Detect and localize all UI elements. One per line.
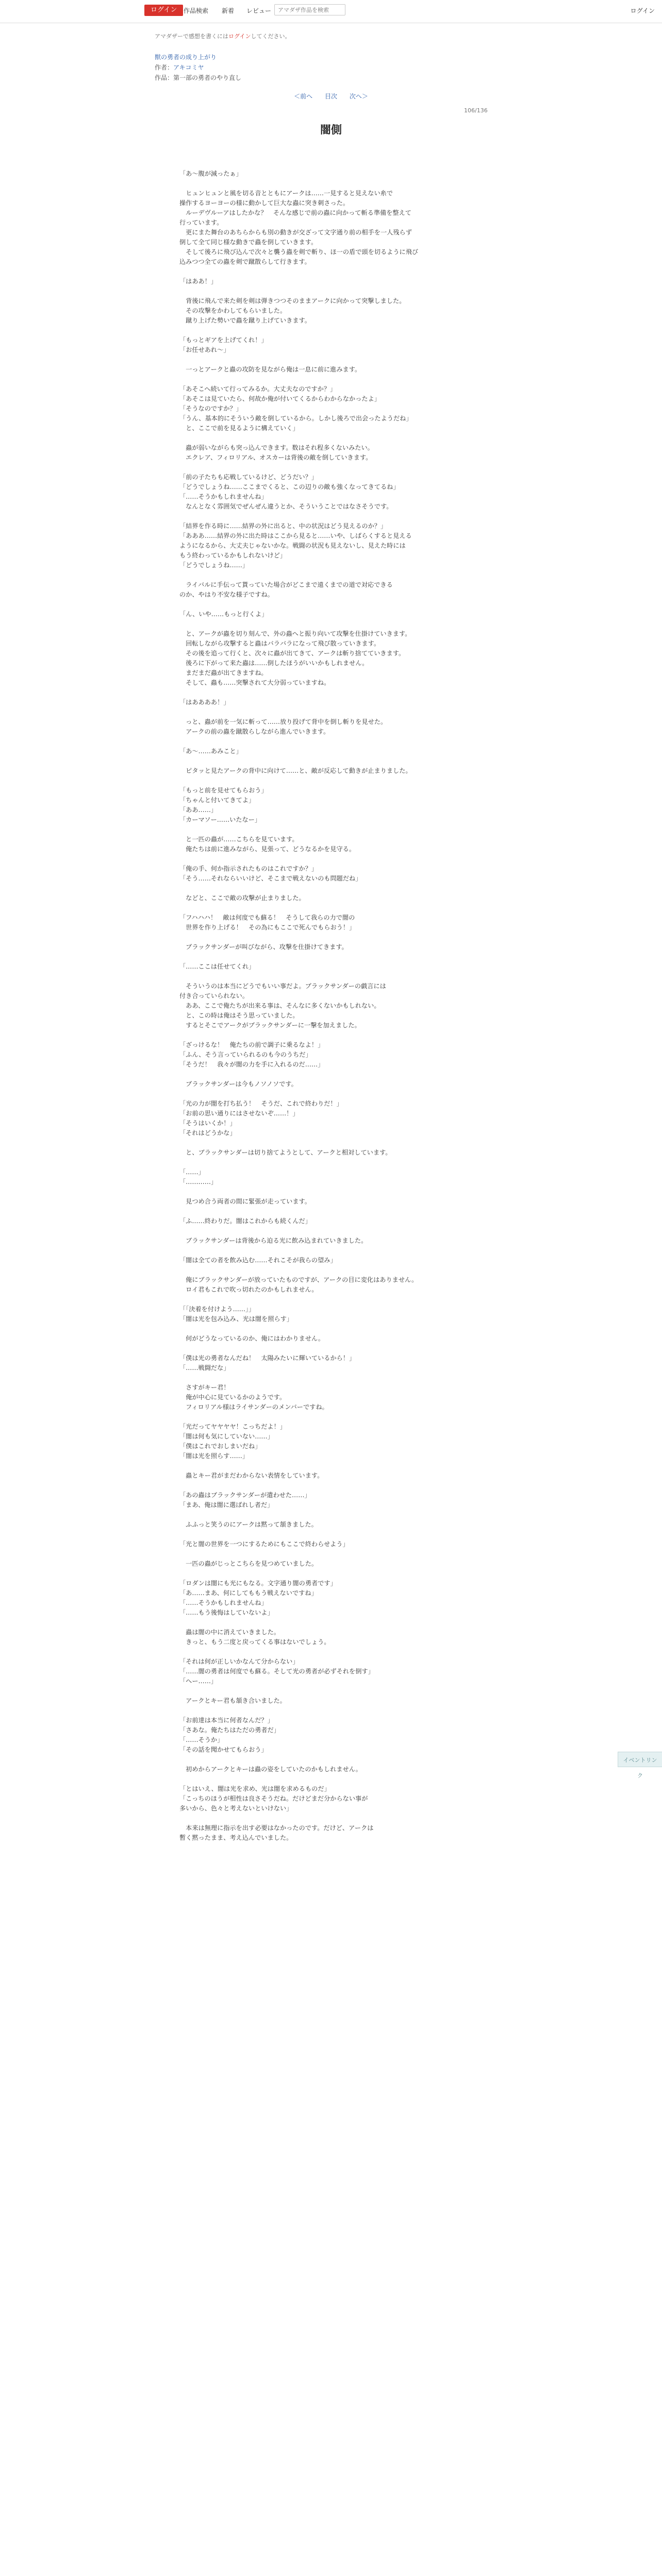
story-line: ようになるから、大丈夫じゃないかな。戦闘の状況も見えないし、見えた時には — [179, 542, 406, 549]
story-line: 「前の子たちも応戦しているけど、どうだい？」 — [179, 473, 318, 481]
story-line: 「「決着を付けよう……」」 — [179, 1306, 255, 1313]
story-line: まだまだ蟲が出てきますね。 — [179, 669, 268, 676]
story-line: 「俺の手、何か指示されたものはこれですか？」 — [179, 865, 318, 872]
story-line: 蟲は闇の中に消えていきました。 — [179, 1629, 280, 1636]
story-line: 「はああああ！」 — [179, 699, 230, 706]
story-line: するとそこでアークがブラックサンダーに一撃を加えました。 — [179, 1022, 361, 1029]
story-line — [179, 1461, 494, 1471]
story-line — [179, 375, 494, 384]
story-line: 付き合っていられない。 — [179, 992, 249, 999]
story-line — [179, 933, 494, 942]
story-line: 「はああ！」 — [179, 278, 218, 285]
story-line: 「どうでしょうね……」 — [179, 562, 249, 569]
story-line: 「ざっけるな！ 俺たちの前で調子に乗るなよ！」 — [179, 1041, 324, 1048]
story-line — [179, 825, 494, 835]
story-line: 「お前の思い通りにはさせないぞ……！」 — [179, 1110, 299, 1117]
story-line — [179, 1089, 494, 1099]
story-line: 「その話を聞かせてもらおう」 — [179, 1746, 268, 1753]
work-header — [155, 32, 495, 83]
story-line: 「あああ……結界の外に出た時はここから見ると……いや、しばらくすると見える — [179, 532, 412, 539]
story-line — [179, 1755, 494, 1765]
story-line — [179, 355, 494, 365]
toc-link[interactable]: 目次 — [324, 93, 337, 100]
story-line — [179, 619, 494, 629]
story-line — [179, 972, 494, 981]
story-line: と、ここで前を見るように構えていく」 — [179, 425, 299, 432]
story-line — [179, 326, 494, 335]
nav-review[interactable]: レビュー — [246, 7, 272, 14]
story-line: 「……闇の勇者は何度でも蘇る。そして光の勇者が必ずそれを倒す」 — [179, 1668, 374, 1675]
story-line — [179, 1814, 494, 1823]
story-line: 「…………」 — [179, 1178, 218, 1185]
story-line — [179, 1569, 494, 1579]
story-line: 「ふん、そう言っていられるのも今のうちだ」 — [179, 1051, 312, 1058]
story-line: 一っとアークと蟲の攻防を見ながら俺は一息に前に進みます。 — [179, 366, 361, 373]
story-line — [179, 1647, 494, 1657]
story-line: 「そうはいくか！」 — [179, 1120, 236, 1127]
story-line: 「闇は全ての者を飲み込む……それこそが我らの望み」 — [179, 1257, 337, 1264]
story-line: 暫く黙ったまま、考え込んでいました。 — [179, 1834, 293, 1841]
story-line — [179, 463, 494, 472]
story-line: 「それは何が正しいかなんて分からない」 — [179, 1658, 299, 1665]
story-line — [179, 952, 494, 962]
story-line: 「カーマソー……いたなー」 — [179, 816, 261, 823]
story-line — [179, 1686, 494, 1696]
story-line — [179, 600, 494, 609]
story-line: 背後に飛んで来た剣を剣は弾きつつそのままアークに向かって突撃しました。 — [179, 297, 406, 304]
story-line: 「あそこは見ていたら、何故か俺が付いてくるからわからなかったよ」 — [179, 395, 380, 402]
episode-pager — [0, 92, 662, 100]
series-title-link[interactable]: 獣の勇者の成り上がり — [155, 54, 217, 61]
story-line: 更にまた舞台のあちらからも別の動きが交ざって文字通り前の相手を一人残らず — [179, 229, 412, 236]
story-line: ライバルに手伝って貰っていた場合がどこまで遠くまでの道で対応できる — [179, 581, 393, 588]
story-line: ああ、ここで俺たちが出来る事は、そんなに多くないかもしれない。 — [179, 1002, 380, 1009]
story-line — [179, 903, 494, 913]
story-line: と一匹の蟲が……こちらを見ています。 — [179, 836, 299, 843]
story-line: 「うん、基本的にそういう敵を倒しているから。しかし後ろで出会ったようだね」 — [179, 415, 412, 422]
story-line: 「……そうかもしれませんね」 — [179, 493, 268, 500]
story-line: 「ああ……」 — [179, 806, 218, 814]
story-line — [179, 433, 494, 443]
story-line: 「お前達は本当に何者なんだ？」 — [179, 1717, 274, 1724]
story-line: もう終わっているかもしれないけど」 — [179, 552, 287, 559]
story-line: 込みつつ全ての蟲を剣で蹴散らして行きます。 — [179, 258, 311, 265]
story-line: アークとキー君も頷き合いました。 — [179, 1697, 286, 1704]
story-line: 「ちゃんと付いてきてよ」 — [179, 796, 255, 804]
story-line: 「そうだ！ 我々が闇の力を手に入れるのだ……」 — [179, 1061, 324, 1068]
nav-new[interactable]: 新着 — [222, 7, 235, 14]
story-line: ロイ君もこれで吹っ切れたのかもしれません。 — [179, 1286, 318, 1293]
search-input[interactable] — [274, 4, 345, 15]
story-line: ヒュンヒュンと風を切る音とともにアークは……一見すると見えない糸で — [179, 190, 393, 197]
story-line: 「あの蟲はブラックサンダーが遣わせた……」 — [179, 1492, 311, 1499]
story-line: 蹴り上げた勢いで蟲を蹴り上げていきます。 — [179, 317, 311, 324]
story-line: 「闇は光を照らす……」 — [179, 1452, 249, 1460]
story-line: ふふっと笑うのにアークは黙って頷きました。 — [179, 1521, 318, 1528]
story-line — [179, 776, 494, 786]
story-line: ルーデヴルーアはしたかな？ そんな感じで前の蟲に向かって斬る準備を整えて — [179, 209, 411, 216]
story-line: と、ブラックサンダーは切り捨てようとして、アークと相対しています。 — [179, 1149, 392, 1156]
story-line — [179, 1030, 494, 1040]
story-line: 蟲とキー君がまだわからない表情をしています。 — [179, 1472, 324, 1479]
story-line — [179, 707, 494, 717]
story-line: そういうのは本当にどうでもいい事だよ。ブラックサンダーの戯言には — [179, 982, 386, 990]
story-line: 行っています。 — [179, 219, 223, 226]
prev-episode-link[interactable]: ＜前へ — [294, 93, 313, 100]
story-line — [179, 1481, 494, 1490]
story-line: 「どうでしょうね……ここまでくると、この辺りの敵も強くなってきてるね」 — [179, 483, 400, 490]
story-line — [179, 1706, 494, 1716]
story-line: 「へー……」 — [179, 1677, 218, 1685]
story-line — [179, 1530, 494, 1539]
story-line — [179, 1324, 494, 1334]
story-line: フィロリアル様はライサンダーのメンバーですね。 — [179, 1403, 328, 1411]
note-login-link[interactable]: ログイン — [228, 33, 251, 40]
story-line: ブラックサンダーが叫びながら、攻撃を仕掛けてきます。 — [179, 943, 348, 951]
story-line: 「ふ……終わりだ。闇はこれからも続くんだ」 — [179, 1217, 311, 1225]
story-line: ピタッと見たアークの背中に向けて……と、敵が反応して動きが止まりました。 — [179, 767, 412, 774]
story-line: 「とはいえ、闇は光を求め、光は闇を求めるものだ」 — [179, 1785, 330, 1792]
story-line — [179, 286, 494, 296]
story-line: 「光の力が闇を打ち払う！ そうだ、これで終わりだ！」 — [179, 1100, 343, 1107]
login-button[interactable]: ログイン — [144, 5, 183, 16]
login-note: アマダザーで感想を書くにはログインしてください。 — [155, 33, 291, 40]
nav-search-works[interactable]: 作品検索 — [184, 7, 209, 14]
story-line — [179, 1158, 494, 1167]
story-line: 「……」 — [179, 1168, 205, 1176]
story-line: 「あそこへ続いて行ってみるか。大丈夫なのですか？」 — [179, 385, 337, 393]
story-line: などと、ここで敵の攻撃が止まりました。 — [179, 894, 305, 902]
story-line: 「ん、いや……もっと行くよ」 — [179, 611, 268, 618]
story-line: きっと、もう二度と戻ってくる事はないでしょう。 — [179, 1638, 330, 1646]
story-line: 俺が中心に見ているかのようです。 — [179, 1394, 286, 1401]
side-event-button[interactable]: イベントリンク — [618, 1752, 662, 1767]
story-line: っと、蟲が前を一気に斬って……放り投げて背中を倒し斬りを見せた。 — [179, 718, 387, 725]
story-line — [179, 570, 494, 580]
story-line: 「光だってヤヤヤヤ！こっちだよ！」 — [179, 1423, 286, 1430]
user-login-link[interactable]: ログイン — [630, 7, 655, 14]
story-line — [179, 1246, 494, 1256]
story-line: 「フハハハ！ 敵は何度でも蘇る！ そうして我らの力で闇の — [179, 914, 355, 921]
story-line: 「それはどうかな」 — [179, 1129, 236, 1137]
story-line: 「あ〜腹が減ったぁ」 — [179, 170, 242, 177]
story-line: 「……ここは任せてくれ」 — [179, 963, 255, 970]
story-line: 「あ……まあ、何にしてももう戦えないですね」 — [179, 1589, 318, 1597]
story-line: 多いから、色々と考えないといけない」 — [179, 1805, 293, 1812]
story-line: 「もっとギアを上げてくれ！」 — [179, 336, 268, 344]
story-line: 「結界を作る時に……結界の外に出ると、中の状況はどう見えるのか？」 — [179, 522, 387, 530]
story-line: 「……そうか」 — [179, 1736, 224, 1743]
story-line — [179, 1373, 494, 1383]
episode-number: 106/136 — [464, 107, 488, 114]
story-line: と、この時は俺はそう思っていました。 — [179, 1012, 299, 1019]
story-line — [179, 884, 494, 893]
story-line — [179, 1412, 494, 1422]
story-line — [179, 1226, 494, 1236]
story-line: 「……戦闘だな」 — [179, 1364, 230, 1371]
story-line — [179, 756, 494, 766]
story-line: 俺にブラックサンダーが放っていたものですが、アークの目に変化はありません。 — [179, 1276, 418, 1283]
story-line: 「光と闇の世界を一つにするためにもここで終わらせよう」 — [179, 1540, 349, 1548]
story-line: 「……そうかもしれませんね」 — [179, 1599, 268, 1606]
next-episode-link[interactable]: 次へ＞ — [349, 93, 368, 100]
story-line — [179, 1070, 494, 1079]
story-line: 「まあ、俺は闇に選ばれし者だ」 — [179, 1501, 274, 1509]
story-line: 「さあな。俺たちはただの勇者だ」 — [179, 1726, 280, 1734]
story-line — [179, 1618, 494, 1628]
story-line: ブラックサンダーは今もノソノソです。 — [179, 1080, 297, 1088]
story-line: 「僕は光の勇者なんだね！ 太陽みたいに輝いているから！」 — [179, 1354, 356, 1362]
story-line — [179, 1344, 494, 1353]
story-line: 「そう……それならいいけど、そこまで戦えないのも問題だね」 — [179, 875, 362, 882]
story-line: 「……もう後悔はしていないよ」 — [179, 1609, 274, 1616]
story-line: 「ロダンは闇にも光にもなる。文字通り闇の勇者です」 — [179, 1580, 337, 1587]
story-line — [179, 1774, 494, 1784]
story-line: 「こっちのほうが相性は良さそうだね。だけどまだ分からない事が — [179, 1795, 368, 1802]
story-line: 本来は無理に指示を出す必要はなかったのです。だけど、アークは — [179, 1824, 374, 1832]
story-line: その後を追って行くと、次々に蟲が出てきて、アークは斬り捨てていきます。 — [179, 650, 405, 657]
story-line — [179, 1295, 494, 1304]
story-line: 回転しながら攻撃すると蟲はバラバラになって飛び散っていきます。 — [179, 640, 380, 647]
story-body — [179, 169, 494, 1843]
story-line: 何がどうなっているのか、俺にはわかりません。 — [179, 1335, 325, 1342]
story-line: 見つめ合う両者の間に緊張が走っています。 — [179, 1198, 311, 1205]
story-line: さすがキー君！ — [179, 1384, 230, 1391]
story-line: 操作するヨーヨーの様に動かして巨大な蟲に突き刺さった。 — [179, 199, 350, 207]
story-line — [179, 1265, 494, 1275]
story-line: のか、やはり不安な様子ですね。 — [179, 591, 274, 598]
story-line: 倒して全て同じ様な動きで蟲を倒していきます。 — [179, 239, 318, 246]
story-line: そして後ろに飛び込んで次々と襲う蟲を剣で斬り、ほ一の盾で頭を切るように飛び — [179, 248, 419, 256]
story-line — [179, 512, 494, 521]
story-line: 「闇は何も気にしていない……」 — [179, 1433, 274, 1440]
story-line — [179, 1207, 494, 1216]
story-line — [179, 1510, 494, 1520]
story-line — [179, 688, 494, 698]
story-line: と、アークが蟲を切り刻んで、外の蟲へと振り向いて攻撃を仕掛けていきます。 — [179, 630, 411, 637]
story-line: そして、蟲も……突撃されて大分弱っていますね。 — [179, 679, 330, 686]
story-line: その攻撃をかわしてもらいました。 — [179, 307, 287, 314]
story-line — [179, 1549, 494, 1559]
story-line: 一匹の蟲がじっとこちらを見つめていました。 — [179, 1560, 318, 1567]
story-line: なんとなく雰囲気でぜんぜん違うとか、そういうことではなさそうです。 — [179, 503, 393, 510]
author-link[interactable]: アキコミヤ — [173, 64, 204, 71]
story-line: 世界を作り上げる！ その為にもここで死んでもらおう！」 — [179, 924, 356, 931]
top-bar — [0, 0, 662, 23]
story-line: アークの前の蟲を蹴散らしながら進んでいきます。 — [179, 728, 330, 735]
chapter-title: 闇側 — [320, 124, 342, 136]
story-line: 「僕はこれでおしまいだね」 — [179, 1443, 261, 1450]
story-line: ブラックサンダーは背後から迫る光に飲み込まれていきました。 — [179, 1237, 368, 1244]
story-line: 俺たちは前に進みながら、見張って、どうなるかを見守る。 — [179, 845, 356, 853]
story-line: 「あ〜……あみこと」 — [179, 748, 242, 755]
story-line — [179, 854, 494, 864]
story-line: 初めからアークとキーは蟲の姿をしていたのかもしれません。 — [179, 1766, 362, 1773]
story-line: 蟲が弱いながらも突っ込んできます。数はそれ程多くないみたい。 — [179, 444, 374, 451]
story-line — [179, 737, 494, 747]
story-line: 「そうなのですか？」 — [179, 405, 242, 412]
work-line: 作品：第一部の勇者のやり直し — [155, 74, 242, 81]
story-line: エクレア、フィロリアル、オスカーは背後の敵を倒していきます。 — [179, 454, 372, 461]
story-line — [179, 267, 494, 277]
story-line — [179, 1187, 494, 1197]
story-line: 後ろに下がって来た蟲は……倒したほうがいいかもしれません。 — [179, 659, 369, 667]
story-line: 「お任せあれ〜」 — [179, 346, 230, 353]
story-line: 「闇は光を包み込み、光は闇を照らす」 — [179, 1315, 293, 1323]
story-line — [179, 179, 494, 189]
author-line: 作者：アキコミヤ — [155, 64, 204, 71]
story-line — [179, 1138, 494, 1148]
story-line: 「もっと前を見せてもらおう」 — [179, 787, 268, 794]
